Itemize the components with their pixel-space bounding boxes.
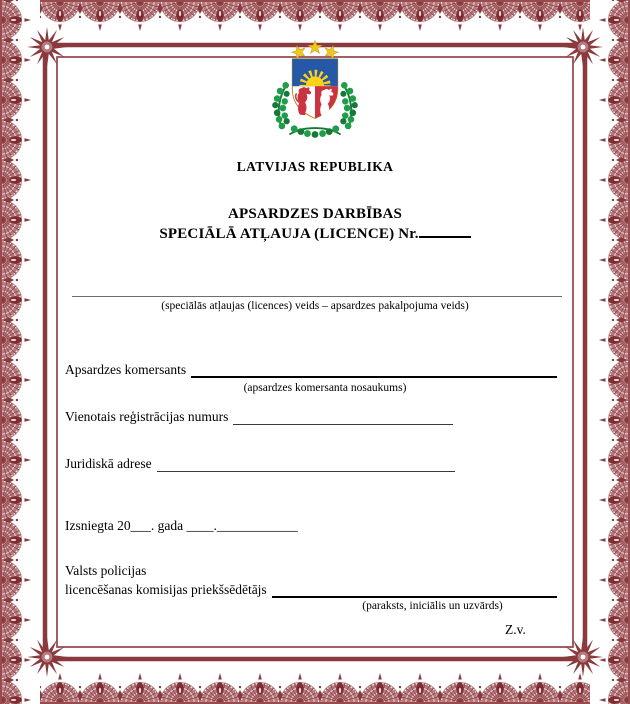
signature-blank — [272, 581, 557, 598]
signature-caption: (paraksts, iniciālis un uzvārds) — [362, 600, 503, 612]
document-title-line2 — [0, 224, 630, 244]
registration-field-row — [65, 409, 453, 425]
latvia-coat-of-arms — [263, 40, 367, 142]
gold-stars-icon — [290, 41, 339, 60]
seal-mark: Z.v. — [505, 622, 526, 637]
address-label: Juridiskā adrese — [65, 456, 152, 471]
licence-type-caption: (speciālās atļaujas (licences) veids – apsardzes pakalpojuma veids) — [161, 300, 469, 312]
merchant-caption: (apsardzes komersanta nosaukums) — [243, 382, 407, 394]
merchant-field-row — [65, 361, 557, 378]
licence-type-line — [72, 296, 562, 297]
document-title-line1: APSARDZES DARBĪBAS — [227, 206, 403, 222]
shield-icon — [292, 59, 337, 119]
document-title-line2-text: SPECIĀLĀ ATĻAUJA (LICENCE) Nr. — [159, 225, 419, 242]
licence-number-blank — [419, 224, 471, 238]
address-blank — [157, 456, 455, 472]
signer-label-line1: Valsts policijas — [65, 563, 147, 578]
document-title — [0, 205, 630, 243]
registration-blank — [233, 409, 453, 425]
merchant-blank — [191, 361, 557, 378]
country-title: LATVIJAS REPUBLIKA — [236, 159, 394, 174]
registration-label: Vienotais reģistrācijas numurs — [65, 409, 229, 424]
signer-label-line2: licencēšanas komisijas priekšsēdētājs — [65, 582, 267, 597]
address-field-row — [65, 456, 455, 472]
issue-date-line: Izsniegta 20___. gada ____.____________ — [65, 518, 298, 533]
signature-field-row — [65, 581, 557, 598]
merchant-label: Apsardzes komersants — [65, 362, 187, 377]
